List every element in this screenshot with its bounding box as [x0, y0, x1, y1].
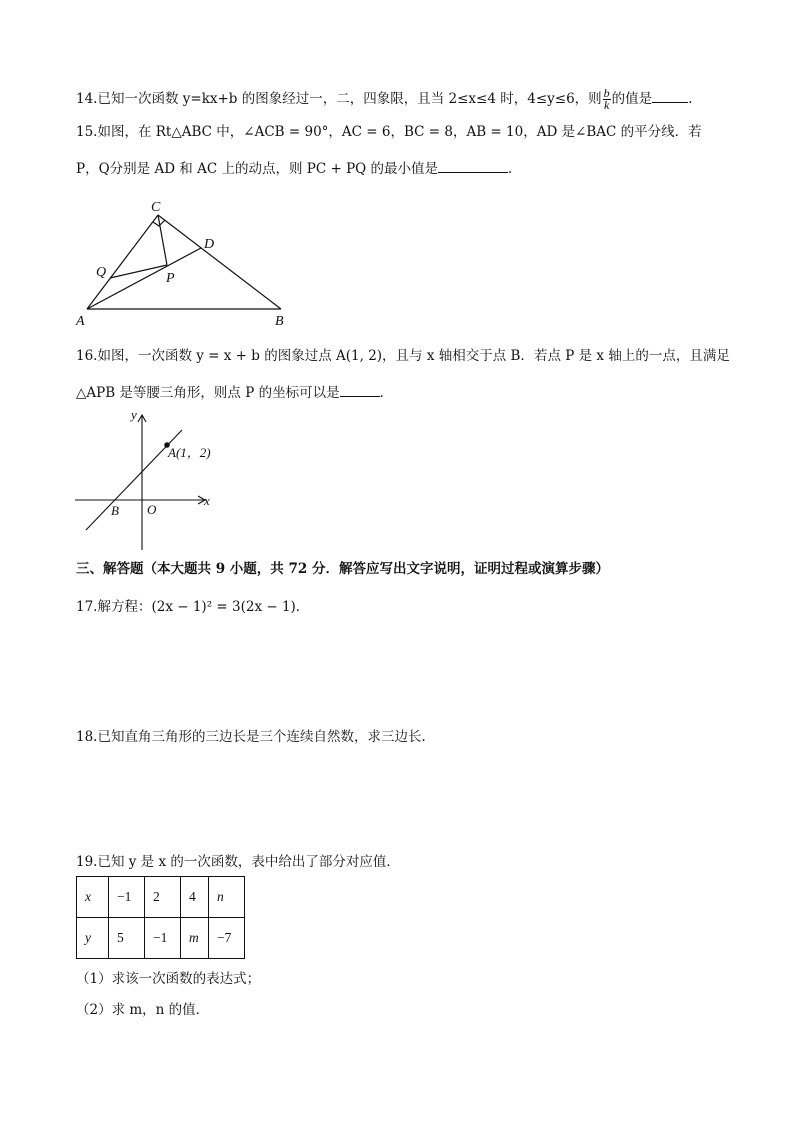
table-row-y [77, 918, 245, 959]
q14-answer-blank [652, 90, 688, 103]
label-a-point: A(1，2) [168, 445, 211, 460]
label-p: P [166, 271, 175, 286]
table-cell: n [209, 877, 245, 918]
label-a: A [76, 314, 85, 328]
q19-part-2 [76, 1001, 209, 1019]
q16-line2: △APB 是等腰三角形，则点 P 的坐标可以是 [76, 385, 340, 401]
question-14 [76, 88, 692, 111]
question-15-line-2 [76, 160, 522, 178]
table-cell: x [77, 877, 109, 918]
segment-cb [158, 215, 281, 309]
table-cell: 2 [145, 877, 181, 918]
label-x-axis: x [204, 493, 210, 508]
label-d: D [204, 237, 215, 252]
table-cell: m [181, 918, 209, 959]
question-16-line-2 [76, 384, 393, 402]
section-3-heading-text: 三、解答题（本大题共 9 小题，共 72 分．解答应写出文字说明，证明过程或演算步骤） [76, 561, 609, 577]
q15-answer-blank [438, 160, 508, 173]
q18-text: 18.已知直角三角形的三边长是三个连续自然数，求三边长． [76, 729, 435, 745]
label-y-axis: y [131, 407, 137, 422]
label-b-point: B [111, 503, 119, 518]
table-cell: −1 [109, 877, 145, 918]
label-b: B [275, 314, 284, 328]
q19-part1-text: （1）求该一次函数的表达式； [76, 971, 261, 987]
table-cell: −7 [209, 918, 245, 959]
q14-end: . [688, 91, 693, 107]
question-17 [76, 598, 309, 616]
q14-fraction [603, 88, 611, 111]
table-row-x [77, 877, 245, 918]
table-cell: y [77, 918, 109, 959]
q17-text: 17.解方程：(2x − 1)² = 3(2x − 1)． [76, 599, 310, 615]
label-c: C [151, 200, 161, 215]
q15-triangle-figure [70, 198, 310, 328]
q19-part2-text: （2）求 m，n 的值． [76, 1002, 210, 1018]
question-16-line-1 [76, 347, 730, 365]
table-cell: −1 [145, 918, 181, 959]
question-18 [76, 728, 435, 746]
q14-frac-den: k [604, 98, 610, 112]
q14-suffix: 的值是 [611, 91, 653, 107]
q14-text: 14.已知一次函数 y=kx+b 的图象经过一，二，四象限，且当 2≤x≤4 时，4≤y≤6，则 [76, 91, 602, 107]
q16-end: ． [379, 385, 394, 401]
q19-value-table [76, 876, 245, 959]
q19-text: 19.已知 y 是 x 的一次函数，表中给出了部分对应值． [76, 854, 400, 870]
table-cell: 5 [109, 918, 145, 959]
segment-ac [87, 215, 158, 309]
table-cell: 4 [181, 877, 209, 918]
question-15-line-1 [76, 123, 702, 141]
section-3-heading [76, 560, 609, 578]
q14-frac-num: b [603, 86, 610, 100]
q15-end: ． [508, 161, 522, 177]
label-q: Q [96, 265, 107, 280]
q15-line2: P，Q分别是 AD 和 AC 上的动点，则 PC + PQ 的最小值是 [76, 161, 439, 177]
label-origin: O [147, 502, 157, 517]
q16-answer-blank [340, 384, 380, 397]
q16-coordinate-figure [70, 405, 230, 555]
question-19 [76, 853, 400, 871]
q15-line1: 15.如图，在 Rt△ABC 中，∠ACB = 90°，AC = 6，BC = 8，AB = 10，AD 是∠BAC 的平分线．若 [76, 124, 702, 140]
q16-line1: 16.如图，一次函数 y = x + b 的图象过点 A(1, 2)，且与 x 轴相交于点 B．若点 P 是 x 轴上的一点，且满足 [76, 348, 730, 364]
q19-part-1 [76, 970, 260, 988]
